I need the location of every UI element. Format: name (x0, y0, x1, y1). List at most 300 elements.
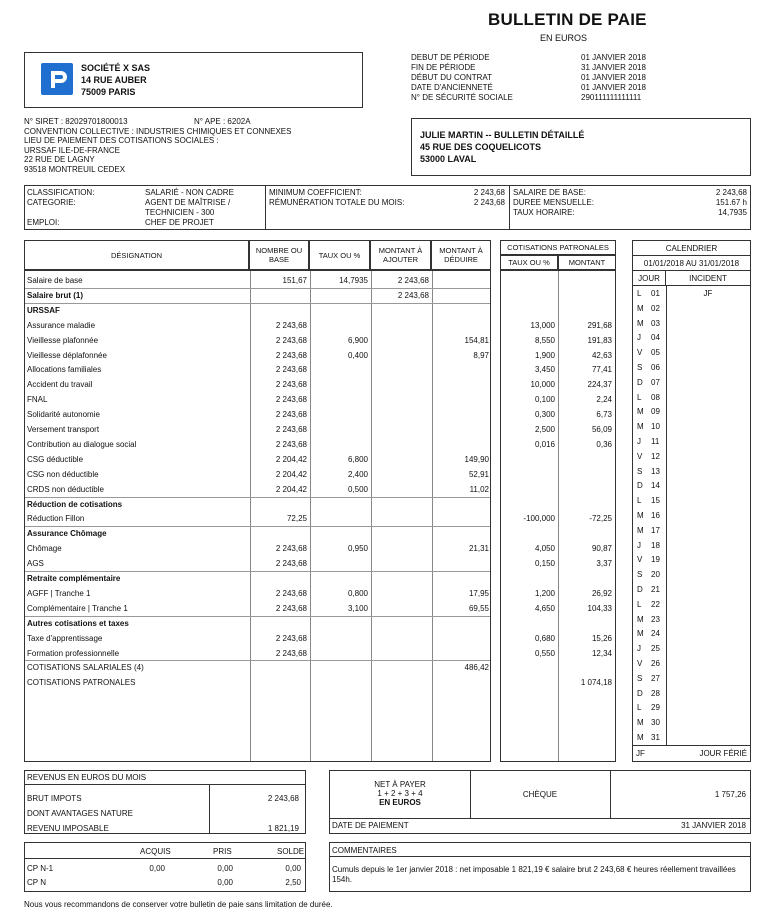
row-a-value (371, 571, 429, 586)
row-t-value (310, 362, 368, 377)
row-x-value (432, 571, 489, 586)
patronal-row (501, 526, 615, 541)
payment-method: CHÈQUE (522, 790, 558, 799)
row-x-value (432, 526, 489, 541)
row-x-value (432, 646, 489, 661)
period-value: 31 JANVIER 2018 (581, 63, 646, 72)
calendar-title: CALENDRIER (633, 241, 750, 256)
company-logo-icon (41, 63, 73, 95)
row-b-value: 2 243,68 (275, 365, 307, 375)
calendar-day-number: 19 (651, 555, 660, 565)
row-x-value: 21,31 (468, 544, 489, 554)
row-a-value (371, 511, 429, 526)
patronal-pm-value: 12,34 (591, 648, 612, 658)
row-designation: Salaire brut (1) (27, 290, 84, 300)
row-x-value (432, 616, 489, 631)
table-row (25, 571, 490, 586)
taux-label: TAUX HORAIRE: (513, 208, 575, 217)
row-t-value: 2,400 (347, 469, 368, 479)
row-designation: COTISATIONS SALARIALES (4) (27, 663, 144, 673)
patronal-row (501, 497, 615, 512)
row-designation: Contribution au dialogue social (27, 439, 137, 449)
categorie-value-cont: TECHNICIEN - 300 (145, 208, 215, 217)
calendar-day-number: 30 (651, 718, 660, 728)
patronal-row (501, 392, 615, 407)
row-t-value: 0,500 (347, 484, 368, 494)
patronal-pm-value: 15,26 (591, 633, 612, 643)
calendar-day-number: 21 (651, 585, 660, 594)
header-ajouter: MONTANT À AJOUTER (370, 240, 431, 270)
patronal-pt-value (501, 660, 555, 675)
patronal-pm-value (558, 660, 612, 675)
calendar-weekday: D (637, 377, 643, 387)
calendar-day-row (633, 671, 750, 686)
patronal-pt-value: 1,200 (534, 588, 555, 598)
calendar-day-row (633, 375, 750, 390)
comments-text: Cumuls depuis le 1er janvier 2018 : net imposable 1 821,19 € salaire brut 2 243,68 € heures réellement travaillées 154h. (332, 865, 736, 884)
calendar-day-number: 01 (651, 289, 660, 298)
payroll-table (24, 270, 491, 762)
period-value: 01 JANVIER 2018 (581, 83, 646, 92)
calendar-weekday: M (637, 525, 644, 535)
calendar-day-row (633, 597, 750, 612)
row-b-value: 72,25 (286, 514, 307, 524)
header-ptaux: TAUX OU % (500, 255, 558, 270)
patronal-table (500, 270, 616, 762)
categorie-label: CATEGORIE: (27, 198, 76, 207)
patronal-row (501, 675, 615, 690)
patronal-pt-value: -100,000 (523, 514, 555, 524)
table-row (25, 556, 490, 571)
emploi-label: EMPLOI: (27, 218, 60, 227)
convention-line: CONVENTION COLLECTIVE : INDUSTRIES CHIMIQUES ET CONNEXES (24, 126, 292, 136)
table-row (25, 497, 490, 512)
row-a-value (371, 526, 429, 541)
row-b-value: 2 243,68 (275, 633, 307, 643)
row-a-value (371, 348, 429, 363)
row-b-value: 2 243,68 (275, 648, 307, 658)
row-designation: Vieillesse plafonnée (27, 335, 99, 345)
calendar-day-row (633, 345, 750, 360)
row-designation: CRDS non déductible (27, 484, 104, 494)
imposable-label: REVENU IMPOSABLE (27, 824, 109, 833)
calendar-weekday: V (637, 348, 643, 358)
calendar-day-number: 25 (651, 644, 660, 654)
avantages-label: DONT AVANTAGES NATURE (27, 809, 133, 818)
patronal-pt-value (501, 482, 555, 497)
row-x-value: 486,42 (464, 663, 489, 673)
patronal-row (501, 333, 615, 348)
patronal-row (501, 303, 615, 318)
patronal-pt-value: 13,000 (530, 320, 555, 330)
row-a-value (371, 303, 429, 318)
patronal-pt-value: 0,550 (534, 648, 555, 658)
table-row (25, 646, 490, 661)
revenus-box (24, 770, 306, 834)
row-x-value: 154,81 (464, 335, 489, 345)
row-designation: Retraite complémentaire (27, 574, 121, 583)
patronal-pm-value: 3,37 (596, 559, 612, 569)
duree-label: DUREE MENSUELLE: (513, 198, 594, 207)
patronal-pm-value (558, 616, 612, 631)
calendar-day-number: 04 (651, 333, 660, 343)
row-a-value (371, 467, 429, 482)
ape: N° APE : 6202A (194, 117, 251, 126)
patronal-pm-value: 191,83 (587, 335, 612, 345)
calendar-day-row (633, 641, 750, 656)
row-a-value (371, 422, 429, 437)
blank-label (27, 208, 94, 218)
patronal-row (501, 511, 615, 526)
patronal-pt-value (501, 526, 555, 541)
patronal-pt-value (501, 288, 555, 303)
row-designation: Versement transport (27, 425, 100, 434)
row-x-value (432, 377, 489, 392)
patronal-row (501, 541, 615, 556)
patronal-row (501, 348, 615, 363)
table-row (25, 437, 490, 452)
row-b-value: 151,67 (282, 276, 307, 285)
row-designation: AGFF | Tranche 1 (27, 588, 91, 598)
calendar-weekday: V (637, 451, 643, 461)
row-x-value (432, 497, 489, 512)
row-b-value: 2 243,68 (275, 544, 307, 554)
row-x-value: 69,55 (468, 603, 489, 613)
patronal-pt-value (501, 273, 555, 288)
row-a-value (371, 482, 429, 497)
row-a-value (371, 616, 429, 631)
patronal-pt-value: 0,100 (534, 395, 555, 405)
patronal-pm-value (558, 288, 612, 303)
company-box (24, 52, 363, 108)
calendar-day-number: 14 (651, 481, 660, 491)
comments-title: COMMENTAIRES (332, 846, 397, 855)
row-b-value: 2 243,68 (275, 335, 307, 345)
row-x-value (432, 631, 489, 646)
period-label: DEBUT DE PÉRIODE (411, 53, 490, 62)
row-b-value: 2 243,68 (275, 425, 307, 434)
period-value: 01 JANVIER 2018 (581, 53, 646, 62)
legend-value: JOUR FÉRIÉ (699, 749, 747, 758)
header-pmontant: MONTANT (558, 255, 616, 270)
calendar-day-row (633, 730, 750, 745)
calendar-weekday: D (637, 688, 643, 698)
row-designation: Accident du travail (27, 380, 93, 390)
patronal-pt-value (501, 616, 555, 631)
min-coef-value: 2 243,68 (473, 188, 505, 197)
calendar-weekday: M (637, 511, 644, 520)
taux-value: 14,7935 (718, 208, 747, 217)
patronal-pm-value: 224,37 (587, 380, 612, 390)
period-label: N° DE SÉCURITÉ SOCIALE (411, 93, 513, 102)
table-row (25, 541, 490, 556)
conges-row-label: CP N (27, 878, 46, 887)
patronal-pm-value: 77,41 (591, 365, 612, 375)
patronal-row (501, 631, 615, 646)
row-b-value: 2 243,68 (275, 380, 307, 390)
calendar-day-number: 26 (651, 659, 660, 668)
calendar-day-row (633, 301, 750, 316)
row-t-value (310, 511, 368, 526)
patronal-pm-value (558, 571, 612, 586)
company-street: 14 RUE AUBER (81, 75, 147, 85)
row-t-value (310, 318, 368, 333)
row-t-value (310, 377, 368, 392)
calendar-weekday: L (637, 496, 642, 506)
row-x-value (432, 422, 489, 437)
conges-solde: 0,00 (285, 864, 301, 873)
patronal-pm-value: 90,87 (591, 544, 612, 554)
conges-pris: 0,00 (217, 878, 233, 887)
calendar-day-row (633, 360, 750, 375)
emploi-value: CHEF DE PROJET (145, 218, 214, 227)
row-designation: URSSAF (27, 305, 60, 315)
legend-key: JF (636, 749, 645, 758)
row-a-value (371, 497, 429, 512)
patronal-pm-value (558, 273, 612, 288)
brut-value: 2 243,68 (267, 794, 299, 803)
table-row (25, 526, 490, 541)
calendar-incident: JF (703, 289, 713, 298)
calendar-weekday: J (637, 540, 641, 550)
period-values (581, 53, 646, 103)
row-t-value: 3,100 (347, 603, 368, 613)
calendar (632, 240, 751, 762)
salaire-base-value: 2 243,68 (715, 188, 747, 197)
patronal-pt-value (501, 571, 555, 586)
calendar-day-row (633, 316, 750, 331)
document-title: BULLETIN DE PAIE (488, 10, 647, 29)
row-a-value (371, 586, 429, 601)
calendar-weekday: M (637, 318, 644, 328)
employee-name: JULIE MARTIN -- BULLETIN DÉTAILLÉ (420, 130, 585, 140)
calendar-day-number: 27 (651, 673, 660, 683)
patronal-pm-value: -72,25 (589, 514, 612, 524)
patronal-row (501, 482, 615, 497)
calendar-day-row (633, 449, 750, 464)
calendar-day-row (633, 404, 750, 419)
calendar-col-day: JOUR (633, 271, 666, 286)
row-t-value (310, 631, 368, 646)
patronal-pt-value: 1,900 (534, 350, 555, 360)
row-a-value (371, 407, 429, 422)
row-b-value: 2 243,68 (275, 320, 307, 330)
patronal-row (501, 556, 615, 571)
row-b-value: 2 243,68 (275, 603, 307, 613)
company-info (24, 117, 404, 174)
row-designation: Salaire de base (27, 276, 83, 285)
row-t-value (310, 392, 368, 407)
patronal-pm-value (558, 467, 612, 482)
row-x-value (432, 303, 489, 318)
patronal-row (501, 660, 615, 675)
row-t-value (310, 556, 368, 571)
calendar-weekday: L (637, 392, 642, 402)
calendar-day-number: 03 (651, 318, 660, 328)
min-coef-label: MINIMUM COEFFICIENT: (269, 188, 362, 197)
calendar-day-number: 13 (651, 466, 660, 476)
row-a-value (371, 318, 429, 333)
row-a-value (371, 601, 429, 616)
row-b-value: 2 243,68 (275, 439, 307, 449)
classification-box (24, 185, 751, 230)
table-row (25, 348, 490, 363)
employee-street: 45 RUE DES COQUELICOTS (420, 142, 542, 152)
row-a-value (371, 675, 429, 690)
calendar-day-number: 22 (651, 599, 660, 609)
row-t-value (310, 437, 368, 452)
calendar-day-row (633, 478, 750, 493)
calendar-weekday: J (637, 644, 641, 654)
row-designation: Complémentaire | Tranche 1 (27, 603, 128, 613)
calendar-day-number: 17 (651, 525, 660, 535)
row-a-value (371, 556, 429, 571)
row-b-value: 2 243,68 (275, 350, 307, 360)
row-b-value (250, 288, 307, 303)
row-designation: Formation professionnelle (27, 648, 120, 658)
row-t-value (310, 571, 368, 586)
patronal-row (501, 318, 615, 333)
patronal-row (501, 437, 615, 452)
table-row (25, 601, 490, 616)
payment-date-label: DATE DE PAIEMENT (332, 821, 409, 830)
calendar-weekday: M (637, 629, 644, 639)
period-labels (411, 53, 513, 103)
row-x-value: 17,95 (468, 588, 489, 598)
row-designation: Chômage (27, 544, 62, 554)
calendar-weekday: M (637, 422, 644, 432)
calendar-day-row (633, 330, 750, 345)
calendar-day-number: 31 (651, 733, 660, 742)
patronal-row (501, 422, 615, 437)
period-label: FIN DE PÉRIODE (411, 63, 476, 72)
row-x-value (432, 288, 489, 303)
net-amount: 1 757,26 (714, 790, 746, 799)
row-t-value (310, 646, 368, 661)
table-row (25, 616, 490, 631)
classification-label: CLASSIFICATION: (27, 188, 95, 197)
row-b-value (250, 675, 307, 690)
row-x-value: 8,97 (473, 350, 489, 360)
calendar-day-number: 28 (651, 688, 660, 698)
calendar-weekday: M (637, 303, 644, 313)
calendar-day-row (633, 508, 750, 523)
row-t-value (310, 497, 368, 512)
row-x-value (432, 556, 489, 571)
employee-city: 53000 LAVAL (420, 154, 477, 164)
calendar-legend (633, 745, 750, 761)
patronal-pm-value: 42,63 (591, 350, 612, 360)
calendar-weekday: S (637, 363, 643, 372)
calendar-weekday: L (637, 289, 642, 298)
calendar-day-row (633, 493, 750, 508)
row-b-value: 2 204,42 (275, 454, 307, 464)
row-designation: CSG non déductible (27, 469, 99, 479)
calendar-weekday: M (637, 718, 644, 728)
patronal-pt-value (501, 303, 555, 318)
calendar-col-incident: INCIDENT (666, 271, 750, 286)
row-b-value: 2 204,42 (275, 469, 307, 479)
row-x-value (432, 318, 489, 333)
row-t-value: 6,800 (347, 454, 368, 464)
calendar-day-row (633, 464, 750, 479)
calendar-day-number: 23 (651, 614, 660, 624)
calendar-weekday: S (637, 673, 643, 683)
conges-header-pris: PRIS (213, 847, 232, 856)
calendar-day-number: 07 (651, 377, 660, 387)
payment-date-value: 31 JANVIER 2018 (681, 821, 746, 830)
table-row (25, 288, 490, 303)
calendar-day-number: 12 (651, 451, 660, 461)
calendar-weekday: L (637, 703, 642, 713)
row-designation: COTISATIONS PATRONALES (27, 678, 136, 688)
patronal-pt-value: 0,016 (534, 439, 555, 449)
row-a-value (371, 437, 429, 452)
patronal-pt-value: 0,150 (534, 559, 555, 569)
patronal-row (501, 288, 615, 303)
header-base: NOMBRE OU BASE (249, 240, 309, 270)
header-designation: DÉSIGNATION (24, 240, 249, 270)
calendar-weekday: J (637, 437, 641, 446)
row-x-value (432, 511, 489, 526)
row-t-value (310, 303, 368, 318)
calendar-weekday: D (637, 585, 643, 594)
patronal-pm-value (558, 526, 612, 541)
row-b-value (250, 616, 307, 631)
calendar-day-row (633, 538, 750, 553)
patronal-pm-value (558, 452, 612, 467)
footer-note: Nous vous recommandons de conserver votre bulletin de paie sans limitation de durée. (24, 900, 333, 909)
calendar-day-number: 24 (651, 629, 660, 639)
patronal-row (501, 467, 615, 482)
conges-pris: 0,00 (217, 864, 233, 873)
row-designation: Assurance Chômage (27, 529, 107, 539)
row-designation: Réduction de cotisations (27, 499, 123, 509)
row-designation: AGS (27, 559, 44, 569)
row-b-value: 2 243,68 (275, 588, 307, 598)
info-line: 93518 MONTREUIL CEDEX (24, 164, 126, 174)
row-b-value (250, 303, 307, 318)
row-designation: FNAL (27, 395, 48, 405)
calendar-day-number: 05 (651, 348, 660, 358)
calendar-day-number: 08 (651, 392, 660, 402)
patronal-row (501, 407, 615, 422)
calendar-day-number: 29 (651, 703, 660, 713)
brut-label: BRUT IMPOTS (27, 794, 82, 803)
conges-acquis: 0,00 (149, 864, 165, 873)
patronal-row (501, 616, 615, 631)
period-label: DATE D'ANCIENNETÉ (411, 83, 493, 92)
row-b-value: 2 243,68 (275, 410, 307, 420)
comments-box (329, 842, 751, 892)
calendar-weekday: V (637, 555, 643, 565)
duree-value: 151.67 h (715, 198, 747, 207)
calendar-day-number: 06 (651, 363, 660, 372)
row-x-value (432, 273, 489, 288)
calendar-weekday: L (637, 599, 642, 609)
calendar-day-number: 11 (651, 437, 660, 446)
calendar-day-number: 20 (651, 570, 660, 580)
total-remu-label: RÉMUNÉRATION TOTALE DU MOIS: (269, 198, 405, 207)
payment-box (329, 770, 751, 834)
table-row (25, 660, 490, 675)
calendar-weekday: D (637, 481, 643, 491)
info-line: URSSAF ILE-DE-FRANCE (24, 145, 121, 155)
calendar-weekday: V (637, 659, 643, 668)
calendar-day-row (633, 419, 750, 434)
row-designation: Vieillesse déplafonnée (27, 350, 107, 360)
table-row (25, 675, 490, 690)
